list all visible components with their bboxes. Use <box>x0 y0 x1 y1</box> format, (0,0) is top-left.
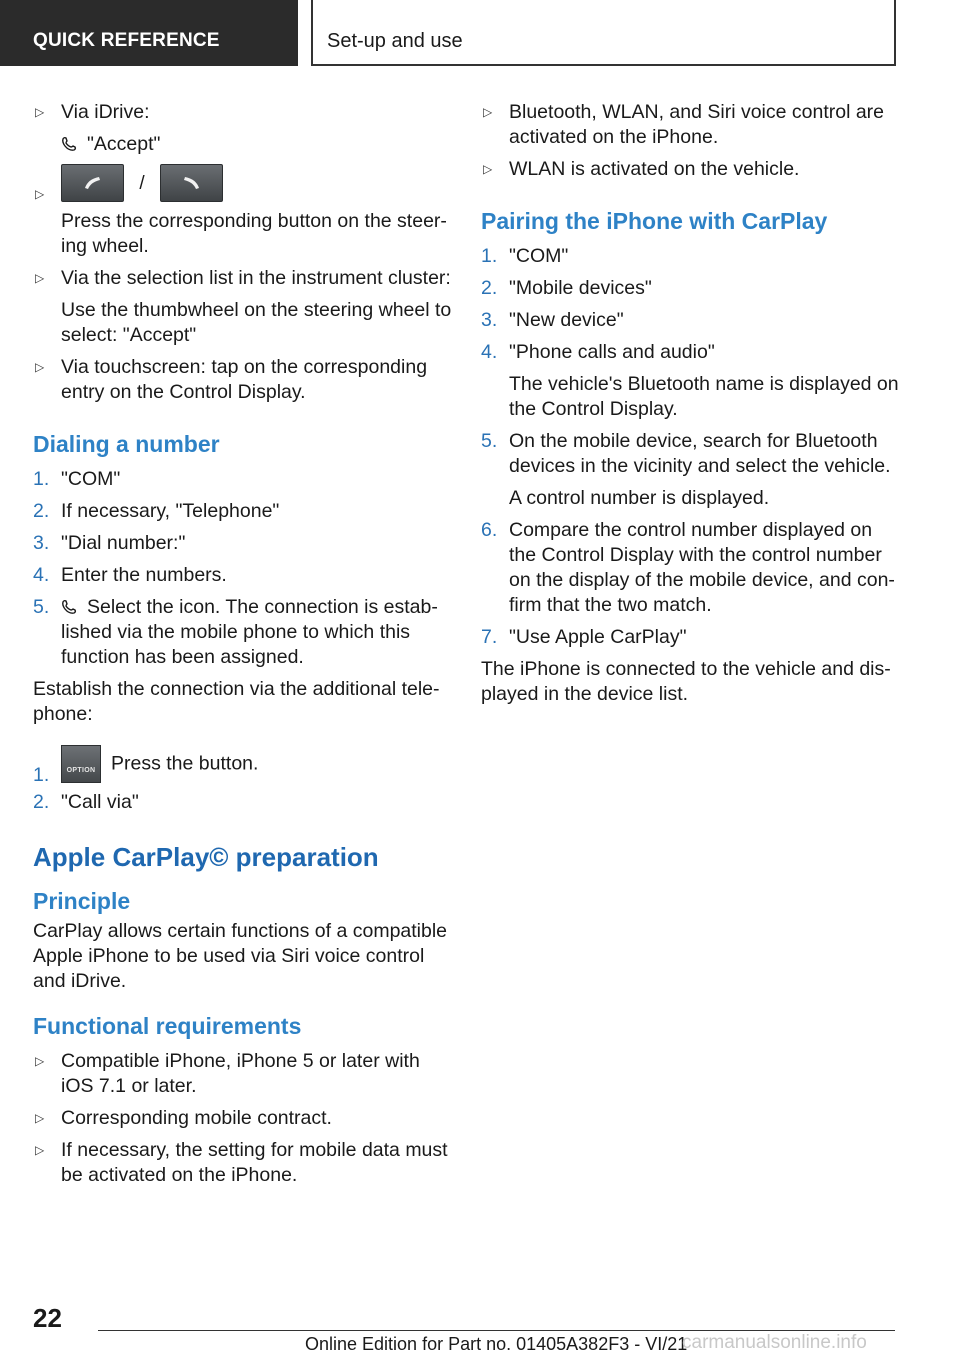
bullet-subtext: Press the corresponding button on the steer-ing wheel. <box>61 210 447 257</box>
step-text: "Mobile devices" <box>509 277 652 299</box>
bullet-text: Compatible iPhone, iPhone 5 or later with iOS 7.1 or later. <box>61 1050 420 1097</box>
triangle-bullet-icon <box>35 1138 49 1163</box>
list-item <box>481 340 901 422</box>
list-item <box>481 244 901 269</box>
step-number: 6. <box>481 519 498 541</box>
triangle-bullet-icon <box>483 157 497 182</box>
pickup-button-icon <box>61 164 124 202</box>
step-text: "COM" <box>61 468 121 490</box>
bullet-subtext: Use the thumbwheel on the steering wheel to select: "Accept" <box>61 299 452 346</box>
accept-label: "Accept" <box>87 133 161 155</box>
heading-principle: Principle <box>33 888 131 914</box>
step-number: 1. <box>33 764 50 786</box>
triangle-bullet-icon <box>35 182 49 207</box>
step-text: "Use Apple CarPlay" <box>509 626 687 648</box>
list-item <box>33 745 453 786</box>
step-number: 1. <box>33 468 50 490</box>
step-number: 2. <box>33 500 50 522</box>
bullet-text: Bluetooth, WLAN, and Siri voice control are activated on the iPhone. <box>509 101 885 148</box>
chapter-title: Set-up and use <box>311 0 896 66</box>
triangle-bullet-icon <box>35 100 49 125</box>
hangup-button-icon <box>160 164 223 202</box>
bullet-text: Corresponding mobile contract. <box>61 1107 332 1129</box>
triangle-bullet-icon <box>35 266 49 291</box>
bullet-item <box>481 157 901 182</box>
list-item <box>481 518 901 618</box>
list-item <box>481 308 901 333</box>
step-text: "Dial number:" <box>61 532 186 554</box>
triangle-bullet-icon <box>483 100 497 125</box>
step-text: "COM" <box>509 245 569 267</box>
phone-handset-icon <box>61 599 77 615</box>
heading-carplay: Apple CarPlay© preparation <box>33 842 379 872</box>
step-text: Select the icon. The connection is estab-lished via the mobile phone to which this function has been assigned. <box>61 596 438 668</box>
bullet-item <box>33 266 453 348</box>
step-number: 3. <box>481 309 498 331</box>
bullet-item <box>33 164 453 259</box>
list-item <box>481 276 901 301</box>
list-item <box>33 467 453 492</box>
step-text: On the mobile device, search for Bluetooth devices in the vicinity and select the vehicle. <box>509 430 891 477</box>
option-button-icon <box>61 745 101 783</box>
option-button-label: OPTION <box>66 767 96 774</box>
paragraph: Establish the connection via the additional tele-phone: <box>33 678 440 725</box>
paragraph: The iPhone is connected to the vehicle and dis-played in the device list. <box>481 658 891 705</box>
heading-dialing: Dialing a number <box>33 431 220 457</box>
step-number: 4. <box>33 564 50 586</box>
step-text: "Call via" <box>61 791 139 813</box>
list-item <box>33 531 453 556</box>
step-text: Compare the control number displayed on the Control Display with the control number on the display of the mobile device, and con-firm that the two match. <box>509 519 895 616</box>
bullet-item <box>33 1106 453 1131</box>
triangle-bullet-icon <box>35 1049 49 1074</box>
step-subtext: The vehicle's Bluetooth name is displayed on the Control Display. <box>509 373 899 420</box>
bullet-text: Via iDrive: <box>61 101 150 123</box>
list-item <box>33 499 453 524</box>
step-number: 2. <box>481 277 498 299</box>
step-text: "Phone calls and audio" <box>509 341 715 363</box>
bullet-item <box>33 1138 453 1188</box>
step-text: "New device" <box>509 309 624 331</box>
steering-buttons-row <box>61 164 453 202</box>
step-number: 7. <box>481 626 498 648</box>
bullet-text: Via touchscreen: tap on the corresponding entry on the Control Display. <box>61 356 428 403</box>
bullet-item <box>33 355 453 405</box>
bullet-item <box>33 100 453 157</box>
slash-separator: / <box>139 172 145 194</box>
step-subtext: A control number is displayed. <box>509 487 770 509</box>
bullet-text: WLAN is activated on the vehicle. <box>509 158 800 180</box>
step-number: 4. <box>481 341 498 363</box>
step-number: 5. <box>33 596 50 618</box>
list-item <box>33 595 453 670</box>
phone-handset-icon <box>61 136 77 152</box>
list-item <box>481 625 901 650</box>
step-text: Enter the numbers. <box>61 564 227 586</box>
heading-requirements: Functional requirements <box>33 1013 302 1039</box>
footer-divider <box>98 1330 895 1331</box>
list-item <box>33 790 453 815</box>
bullet-item <box>481 100 901 150</box>
left-column <box>33 100 453 1195</box>
step-number: 5. <box>481 430 498 452</box>
triangle-bullet-icon <box>35 1106 49 1131</box>
step-text: If necessary, "Telephone" <box>61 500 280 522</box>
right-column <box>481 100 901 714</box>
bullet-subtext <box>61 132 453 157</box>
section-tab: QUICK REFERENCE <box>0 0 298 66</box>
step-number: 3. <box>33 532 50 554</box>
triangle-bullet-icon <box>35 355 49 380</box>
page-header <box>0 0 960 66</box>
paragraph: CarPlay allows certain functions of a compatible Apple iPhone to be used via Siri voice control and iDrive. <box>33 920 448 992</box>
step-number: 1. <box>481 245 498 267</box>
bullet-text: If necessary, the setting for mobile data must be activated on the iPhone. <box>61 1139 448 1186</box>
watermark: carmanualsonline.info <box>682 1332 867 1353</box>
bullet-text: Via the selection list in the instrument cluster: <box>61 267 451 289</box>
step-text: Press the button. <box>111 752 259 775</box>
heading-pairing: Pairing the iPhone with CarPlay <box>481 208 828 234</box>
step-number: 2. <box>33 791 50 813</box>
list-item <box>481 429 901 511</box>
bullet-item <box>33 1049 453 1099</box>
edition-note: Online Edition for Part no. 01405A382F3 - VI/21 <box>305 1334 688 1354</box>
list-item <box>33 563 453 588</box>
page-number: 22 <box>33 1303 62 1333</box>
